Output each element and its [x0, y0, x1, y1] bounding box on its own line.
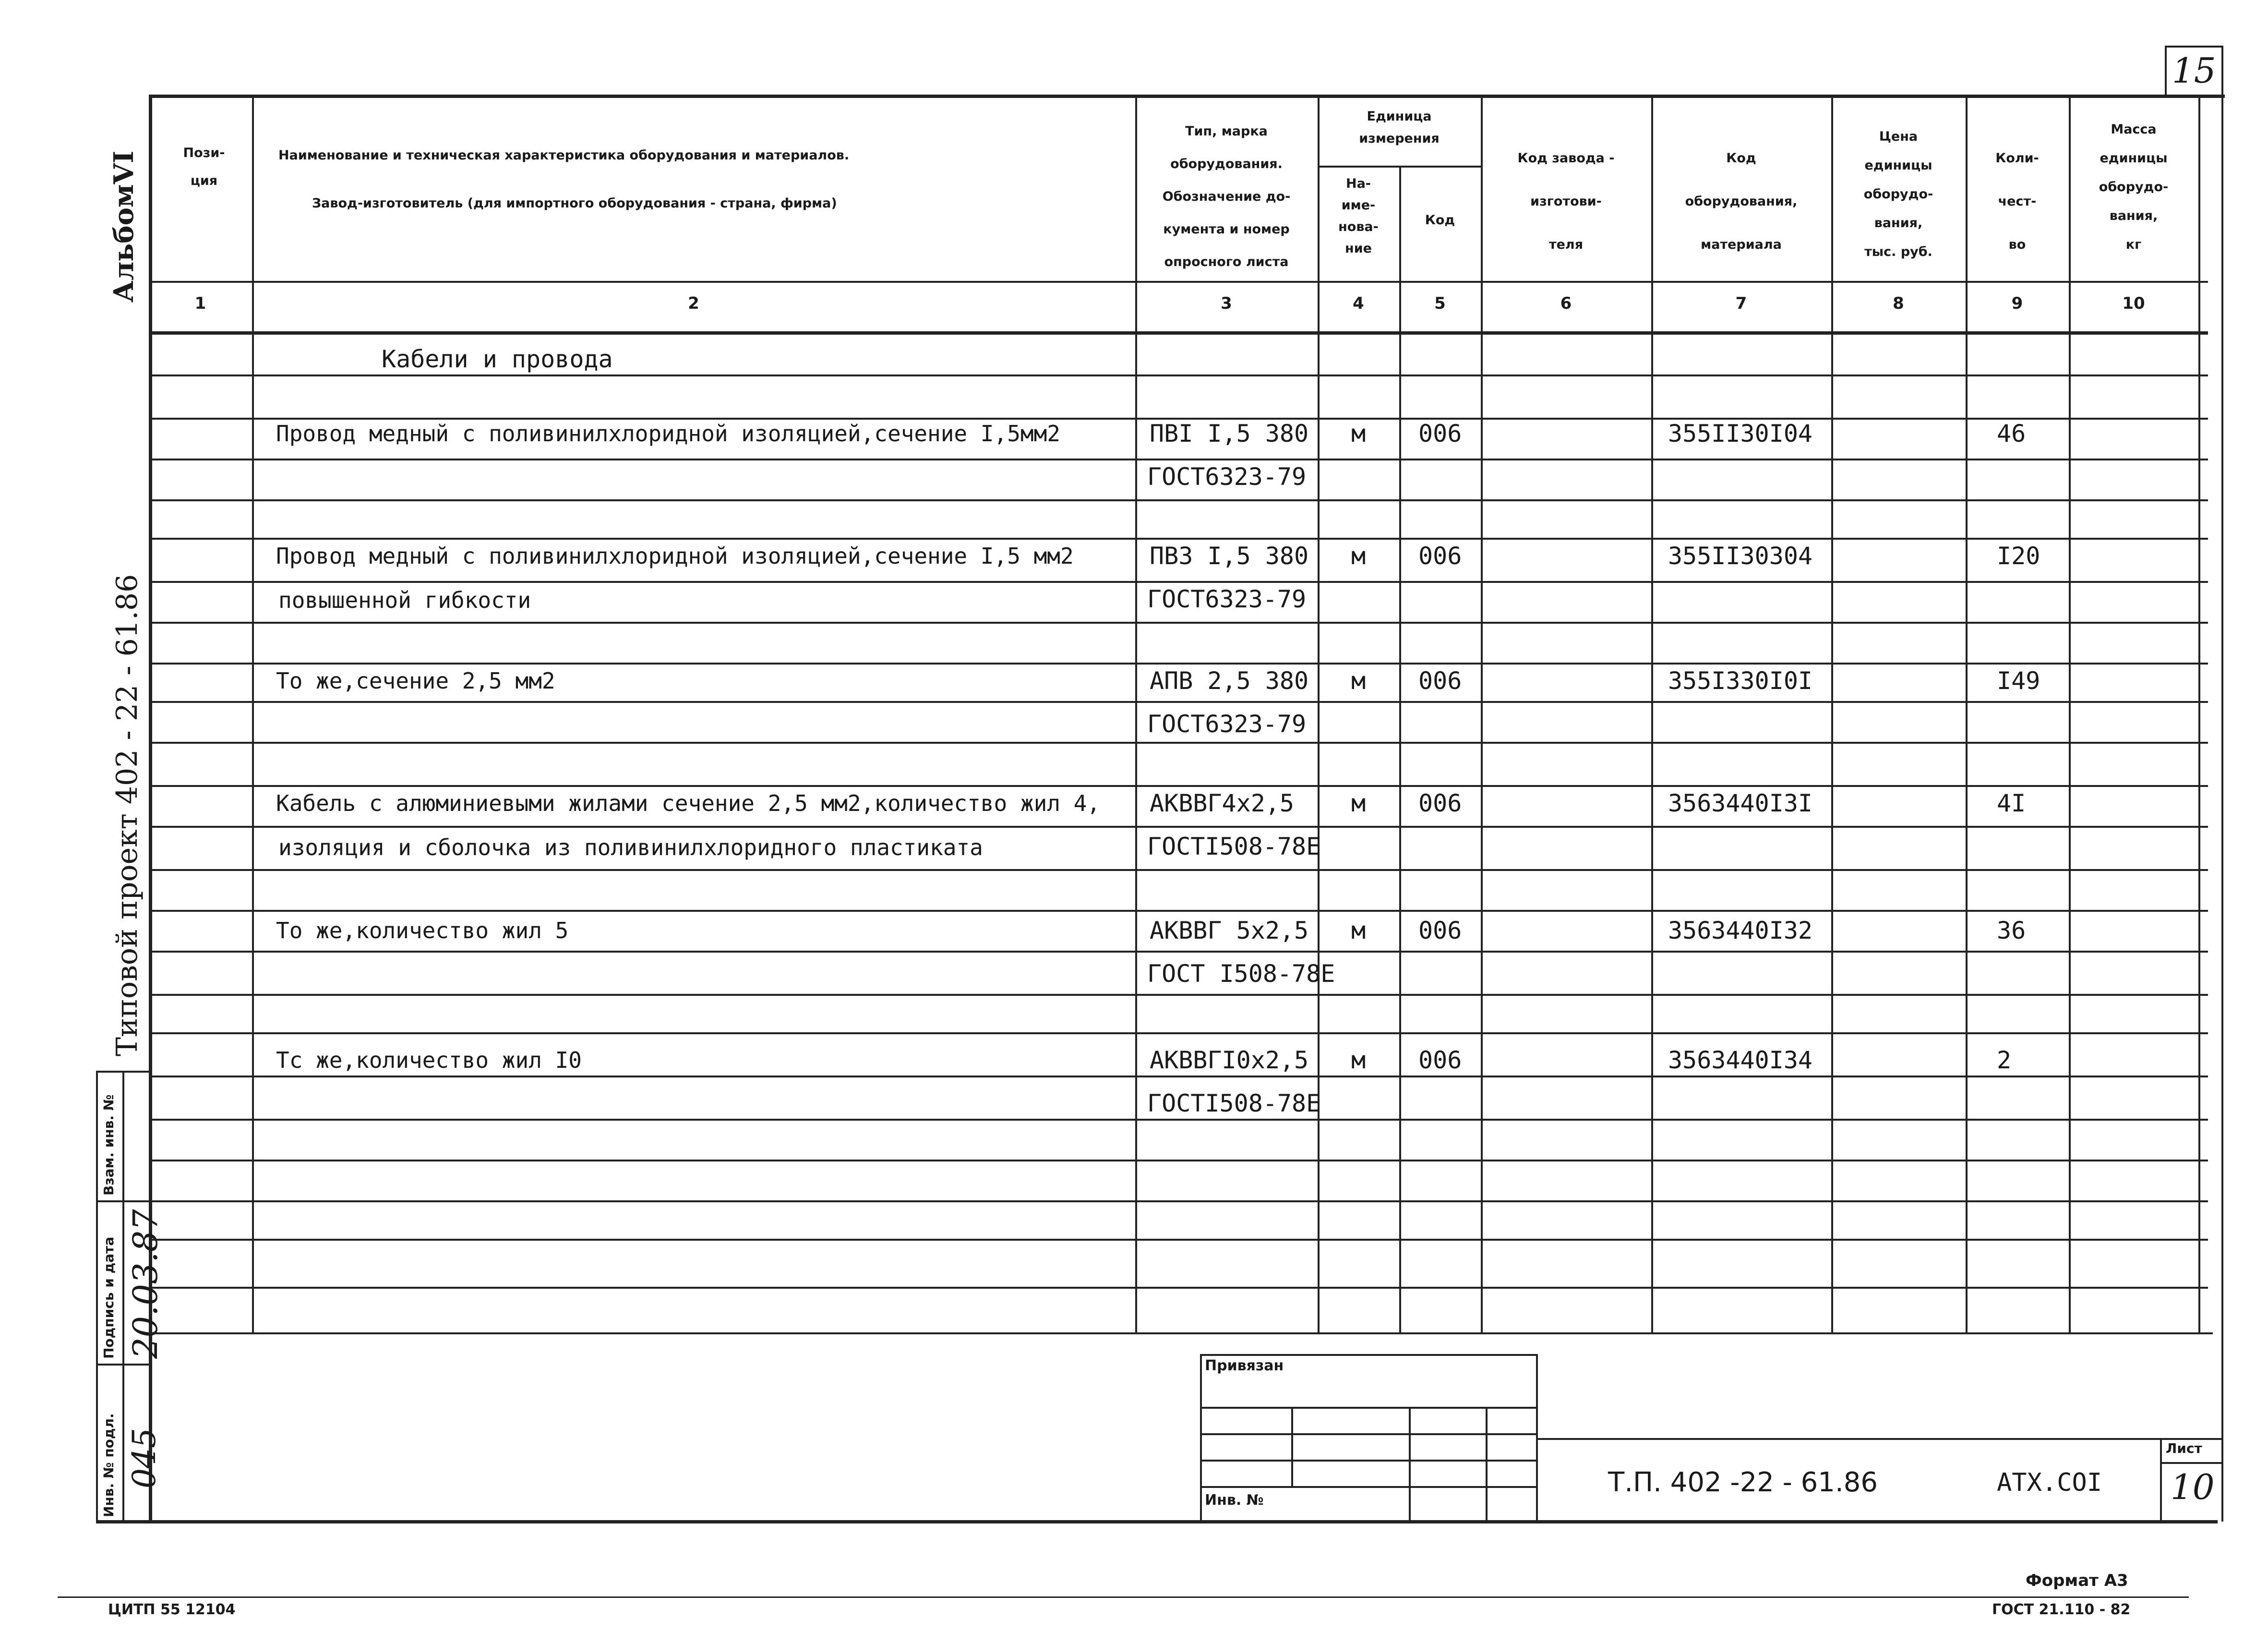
item-type: ПВI I,5 380	[1150, 420, 1309, 447]
item-material-code: 355II30304	[1668, 542, 1813, 570]
item-unit: м	[1351, 667, 1366, 695]
header-quantity: Коли- чест- во	[1995, 151, 2039, 252]
item-material-code: 355II30I04	[1668, 420, 1813, 447]
item-doc: ГОСТ6323-79	[1147, 710, 1307, 738]
colnum-6: 6	[1560, 294, 1572, 313]
stamp-div1	[96, 1200, 150, 1202]
doc-code: Т.П. 402 -22 - 61.86	[1608, 1467, 1878, 1498]
row-separator	[149, 1160, 2208, 1161]
item-quantity: 46	[1997, 420, 2026, 447]
stamp-sign-label: Подпись и дата	[101, 1236, 117, 1359]
col-line-6	[1651, 95, 1653, 1333]
item-doc: ГОСТ6323-79	[1147, 585, 1307, 613]
list-label: Лист	[2166, 1440, 2202, 1456]
item-type: АКВВГ 5х2,5	[1150, 917, 1309, 944]
colnum-1: 1	[194, 294, 206, 313]
row-separator	[149, 1119, 2208, 1121]
header-unit: Единица измерения	[1359, 109, 1440, 146]
row-separator	[149, 538, 2208, 540]
bind-label: Привязан	[1205, 1357, 1284, 1374]
frame-top	[149, 95, 2225, 98]
item-unit: м	[1351, 917, 1366, 944]
footer-right: ГОСТ 21.110 - 82	[1992, 1601, 2131, 1618]
footer-line	[58, 1596, 2189, 1598]
item-name: Тс же,количество жил I0	[276, 1047, 582, 1073]
item-unit: м	[1351, 420, 1366, 447]
colnum-8: 8	[1893, 294, 1904, 313]
colnum-10: 10	[2122, 294, 2145, 313]
row-separator	[149, 910, 2208, 912]
list-box-split	[2160, 1462, 2222, 1464]
header-factory-code: Код завода - изготови- теля	[1517, 151, 1615, 252]
item-name: То же,сечение 2,5 мм2	[276, 668, 555, 694]
col-line-7	[1831, 95, 1833, 1333]
row-separator	[149, 994, 2208, 996]
list-box-left	[2160, 1438, 2162, 1522]
row-separator	[149, 459, 2208, 460]
colnum-9: 9	[2011, 294, 2023, 313]
bind-box-v2	[1409, 1407, 1411, 1521]
item-type: АКВВГI0х2,5	[1150, 1046, 1309, 1074]
footer-left: ЦИТП 55 12104	[108, 1601, 236, 1618]
row-separator	[149, 581, 2208, 583]
item-name: Провод медный с поливинилхлоридной изоляцией,сечение I,5 мм2	[276, 543, 1074, 569]
stamp-inv-label: Инв. № подл.	[101, 1413, 117, 1517]
stamp-top	[96, 1071, 150, 1073]
corner-box-top	[2165, 46, 2222, 48]
stamp-div2	[96, 1364, 150, 1366]
item-unit-code: 006	[1418, 1046, 1462, 1074]
header-name-line1: Наименование и техническая характеристика оборудования и материалов.	[278, 148, 850, 163]
row-separator	[149, 1032, 2208, 1034]
side-project-label: Типовой проект 402 - 22 - 61.86	[110, 574, 144, 1056]
item-unit: м	[1351, 789, 1366, 817]
row-separator	[149, 499, 2208, 501]
header-unit-name: На- име- нова- ние	[1338, 176, 1379, 256]
stamp-replace-label: Взам. инв. №	[101, 1094, 117, 1196]
col-line-8	[1966, 95, 1968, 1333]
header-price: Цена единицы оборудо- вания, тыс. руб.	[1863, 129, 1933, 259]
row-separator	[149, 869, 2208, 871]
row-separator	[149, 375, 2208, 376]
item-doc: ГОСТ6323-79	[1147, 463, 1307, 491]
row-separator	[149, 1076, 2208, 1077]
header-position: Пози- ция	[183, 145, 225, 188]
sheet-corner-number: 15	[2172, 50, 2216, 91]
col-line-2	[1135, 95, 1137, 1333]
item-name-2: повышенной гибкости	[278, 587, 531, 613]
item-name: Кабель с алюминиевыми жилами сечение 2,5 мм2,количество жил 4,	[276, 790, 1101, 816]
item-material-code: 3563440I3I	[1668, 789, 1813, 817]
item-name: То же,количество жил 5	[276, 918, 569, 943]
item-quantity: I49	[1997, 667, 2040, 695]
list-number: 10	[2171, 1467, 2215, 1507]
frame-bottom	[96, 1520, 2218, 1523]
bind-box-top	[1200, 1354, 1536, 1356]
col-line-10	[2198, 95, 2200, 1333]
item-unit: м	[1351, 1046, 1366, 1074]
item-doc: ГОСТ I508-78Е	[1147, 960, 1335, 988]
item-unit-code: 006	[1418, 542, 1462, 570]
title-block-top	[1536, 1438, 2222, 1440]
bind-box-left	[1200, 1354, 1202, 1521]
format-label: Формат А3	[2026, 1571, 2128, 1590]
stamp-sign-value: 20.03.87	[126, 1209, 165, 1359]
sheet-code: АТХ.COI	[1997, 1468, 2102, 1497]
item-quantity: I20	[1997, 542, 2040, 570]
col-line-1	[252, 95, 254, 1333]
colnum-4: 4	[1353, 294, 1364, 313]
item-unit: м	[1351, 542, 1366, 570]
header-material-code: Код оборудования, материала	[1685, 151, 1798, 252]
colnum-7: 7	[1735, 294, 1747, 313]
colnum-2: 2	[688, 294, 699, 313]
row-separator	[149, 622, 2208, 624]
col-line-3	[1318, 95, 1320, 1333]
item-material-code: 3563440I32	[1668, 917, 1813, 944]
col-line-9	[2069, 95, 2071, 1333]
bind-box-right	[1536, 1354, 1538, 1521]
stamp-left-edge	[96, 1071, 98, 1522]
row-separator	[149, 701, 2208, 703]
row-separator	[149, 1239, 2208, 1241]
header-bottom-line	[149, 281, 2208, 283]
stamp-inv-value: 045	[126, 1428, 163, 1488]
item-name-2: изоляция и сболочка из поливинилхлоридного пластиката	[278, 834, 983, 860]
item-unit-code: 006	[1418, 789, 1462, 817]
stamp-mid-line	[122, 1071, 124, 1522]
item-unit-code: 006	[1418, 420, 1462, 447]
bind-box-v3	[1486, 1407, 1488, 1521]
row-separator	[149, 951, 2208, 953]
item-unit-code: 006	[1418, 917, 1462, 944]
row-separator	[149, 1200, 2208, 1202]
item-doc: ГОСТI508-78Е	[1147, 1089, 1321, 1117]
item-type: АПВ 2,5 380	[1150, 667, 1309, 695]
colnum-3: 3	[1221, 294, 1232, 313]
row-separator	[149, 663, 2208, 665]
item-quantity: 2	[1997, 1046, 2012, 1074]
bind-box-v1	[1291, 1407, 1293, 1486]
item-type: ПВ3 I,5 380	[1150, 542, 1309, 570]
col-line-5	[1481, 95, 1483, 1333]
col-line-4	[1399, 166, 1401, 1332]
row-separator	[149, 785, 2208, 787]
item-material-code: 3563440I34	[1668, 1046, 1813, 1074]
item-quantity: 36	[1997, 917, 2026, 944]
frame-right	[2221, 46, 2223, 1522]
header-name-line2: Завод-изготовитель (для импортного оборудования - страна, фирма)	[312, 196, 837, 211]
row-separator	[149, 1287, 2208, 1289]
item-quantity: 4I	[1997, 789, 2026, 817]
header-type: Тип, марка оборудования. Обозначение до- кумента и номер опросного листа	[1162, 124, 1291, 269]
header-unit-code: Код	[1425, 213, 1455, 228]
corner-box-left	[2165, 46, 2167, 95]
bind-inv-label: Инв. №	[1205, 1492, 1264, 1509]
row-separator	[149, 742, 2208, 744]
item-doc: ГОСТI508-78Е	[1147, 833, 1321, 860]
colnum-5: 5	[1434, 294, 1446, 313]
item-name: Провод медный с поливинилхлоридной изоляцией,сечение I,5мм2	[276, 421, 1060, 447]
item-unit-code: 006	[1418, 667, 1462, 695]
item-material-code: 355I330I0I	[1668, 667, 1813, 695]
table-end-line	[149, 1332, 2213, 1334]
item-type: АКВВГ4х2,5	[1150, 789, 1295, 817]
section-title: Кабели и провода	[382, 345, 613, 373]
colnum-bottom-line	[149, 331, 2208, 335]
row-separator	[149, 826, 2208, 828]
side-album-label: АльбомVI	[108, 150, 140, 302]
header-mass: Масса единицы оборудо- вания, кг	[2099, 122, 2169, 252]
